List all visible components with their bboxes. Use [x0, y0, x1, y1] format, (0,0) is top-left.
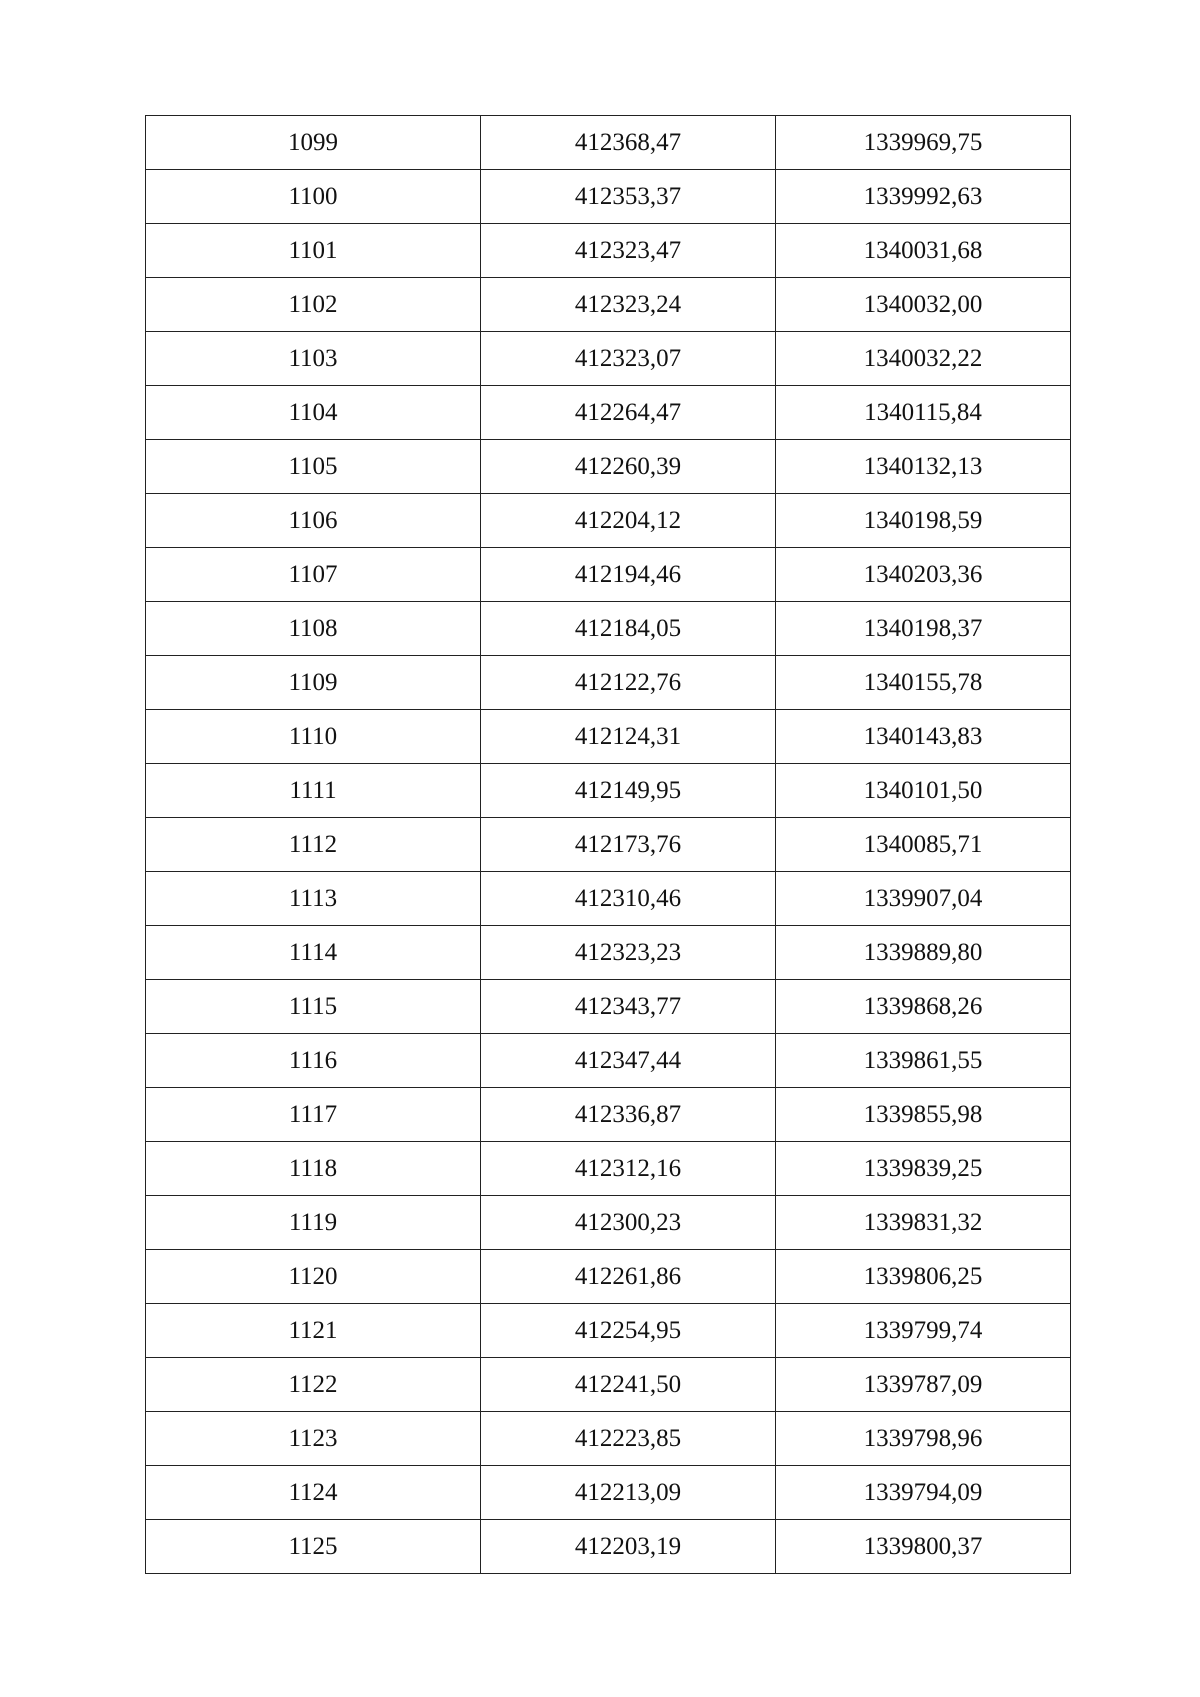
point-number-cell: 1113 [146, 872, 481, 926]
y-coordinate-cell: 1340203,36 [776, 548, 1071, 602]
table-row [146, 494, 1071, 548]
x-coordinate-cell: 412124,31 [481, 710, 776, 764]
x-coordinate-cell: 412347,44 [481, 1034, 776, 1088]
y-coordinate-cell: 1339969,75 [776, 116, 1071, 170]
point-number-cell: 1109 [146, 656, 481, 710]
table-row [146, 1358, 1071, 1412]
y-coordinate-cell: 1340032,22 [776, 332, 1071, 386]
y-coordinate-cell: 1339992,63 [776, 170, 1071, 224]
y-coordinate-cell: 1339787,09 [776, 1358, 1071, 1412]
table-row [146, 116, 1071, 170]
table-row [146, 980, 1071, 1034]
x-coordinate-cell: 412204,12 [481, 494, 776, 548]
table-row [146, 1142, 1071, 1196]
point-number-cell: 1102 [146, 278, 481, 332]
y-coordinate-cell: 1340143,83 [776, 710, 1071, 764]
x-coordinate-cell: 412312,16 [481, 1142, 776, 1196]
y-coordinate-cell: 1340031,68 [776, 224, 1071, 278]
table-row [146, 440, 1071, 494]
table-row [146, 278, 1071, 332]
x-coordinate-cell: 412323,23 [481, 926, 776, 980]
point-number-cell: 1111 [146, 764, 481, 818]
x-coordinate-cell: 412173,76 [481, 818, 776, 872]
x-coordinate-cell: 412213,09 [481, 1466, 776, 1520]
point-number-cell: 1120 [146, 1250, 481, 1304]
table-row [146, 818, 1071, 872]
y-coordinate-cell: 1339839,25 [776, 1142, 1071, 1196]
x-coordinate-cell: 412343,77 [481, 980, 776, 1034]
x-coordinate-cell: 412323,47 [481, 224, 776, 278]
coordinates-table-body [146, 116, 1071, 1574]
point-number-cell: 1110 [146, 710, 481, 764]
y-coordinate-cell: 1339798,96 [776, 1412, 1071, 1466]
y-coordinate-cell: 1339861,55 [776, 1034, 1071, 1088]
point-number-cell: 1116 [146, 1034, 481, 1088]
table-row [146, 602, 1071, 656]
x-coordinate-cell: 412254,95 [481, 1304, 776, 1358]
x-coordinate-cell: 412261,86 [481, 1250, 776, 1304]
y-coordinate-cell: 1340198,59 [776, 494, 1071, 548]
table-row [146, 872, 1071, 926]
point-number-cell: 1104 [146, 386, 481, 440]
x-coordinate-cell: 412336,87 [481, 1088, 776, 1142]
x-coordinate-cell: 412353,37 [481, 170, 776, 224]
x-coordinate-cell: 412260,39 [481, 440, 776, 494]
y-coordinate-cell: 1339794,09 [776, 1466, 1071, 1520]
y-coordinate-cell: 1340032,00 [776, 278, 1071, 332]
x-coordinate-cell: 412310,46 [481, 872, 776, 926]
table-row [146, 548, 1071, 602]
point-number-cell: 1123 [146, 1412, 481, 1466]
table-row [146, 1088, 1071, 1142]
x-coordinate-cell: 412184,05 [481, 602, 776, 656]
point-number-cell: 1108 [146, 602, 481, 656]
point-number-cell: 1105 [146, 440, 481, 494]
table-row [146, 926, 1071, 980]
x-coordinate-cell: 412194,46 [481, 548, 776, 602]
point-number-cell: 1099 [146, 116, 481, 170]
table-row [146, 1304, 1071, 1358]
y-coordinate-cell: 1339831,32 [776, 1196, 1071, 1250]
point-number-cell: 1107 [146, 548, 481, 602]
point-number-cell: 1124 [146, 1466, 481, 1520]
x-coordinate-cell: 412241,50 [481, 1358, 776, 1412]
y-coordinate-cell: 1339889,80 [776, 926, 1071, 980]
table-row [146, 224, 1071, 278]
table-row [146, 710, 1071, 764]
y-coordinate-cell: 1340115,84 [776, 386, 1071, 440]
point-number-cell: 1106 [146, 494, 481, 548]
table-row [146, 332, 1071, 386]
y-coordinate-cell: 1339800,37 [776, 1520, 1071, 1574]
table-row [146, 764, 1071, 818]
point-number-cell: 1119 [146, 1196, 481, 1250]
x-coordinate-cell: 412264,47 [481, 386, 776, 440]
table-row [146, 1196, 1071, 1250]
y-coordinate-cell: 1340155,78 [776, 656, 1071, 710]
y-coordinate-cell: 1339855,98 [776, 1088, 1071, 1142]
point-number-cell: 1125 [146, 1520, 481, 1574]
point-number-cell: 1121 [146, 1304, 481, 1358]
point-number-cell: 1117 [146, 1088, 481, 1142]
x-coordinate-cell: 412223,85 [481, 1412, 776, 1466]
x-coordinate-cell: 412300,23 [481, 1196, 776, 1250]
point-number-cell: 1122 [146, 1358, 481, 1412]
y-coordinate-cell: 1339806,25 [776, 1250, 1071, 1304]
x-coordinate-cell: 412323,24 [481, 278, 776, 332]
table-row [146, 386, 1071, 440]
point-number-cell: 1118 [146, 1142, 481, 1196]
y-coordinate-cell: 1340085,71 [776, 818, 1071, 872]
point-number-cell: 1112 [146, 818, 481, 872]
table-row [146, 1520, 1071, 1574]
point-number-cell: 1115 [146, 980, 481, 1034]
table-row [146, 656, 1071, 710]
x-coordinate-cell: 412323,07 [481, 332, 776, 386]
y-coordinate-cell: 1339799,74 [776, 1304, 1071, 1358]
point-number-cell: 1100 [146, 170, 481, 224]
table-row [146, 1466, 1071, 1520]
y-coordinate-cell: 1340101,50 [776, 764, 1071, 818]
y-coordinate-cell: 1339868,26 [776, 980, 1071, 1034]
x-coordinate-cell: 412368,47 [481, 116, 776, 170]
point-number-cell: 1103 [146, 332, 481, 386]
table-row [146, 1412, 1071, 1466]
x-coordinate-cell: 412203,19 [481, 1520, 776, 1574]
point-number-cell: 1114 [146, 926, 481, 980]
point-number-cell: 1101 [146, 224, 481, 278]
table-row [146, 170, 1071, 224]
x-coordinate-cell: 412149,95 [481, 764, 776, 818]
table-row [146, 1034, 1071, 1088]
y-coordinate-cell: 1339907,04 [776, 872, 1071, 926]
y-coordinate-cell: 1340132,13 [776, 440, 1071, 494]
coordinates-table [145, 115, 1071, 1574]
y-coordinate-cell: 1340198,37 [776, 602, 1071, 656]
x-coordinate-cell: 412122,76 [481, 656, 776, 710]
table-row [146, 1250, 1071, 1304]
